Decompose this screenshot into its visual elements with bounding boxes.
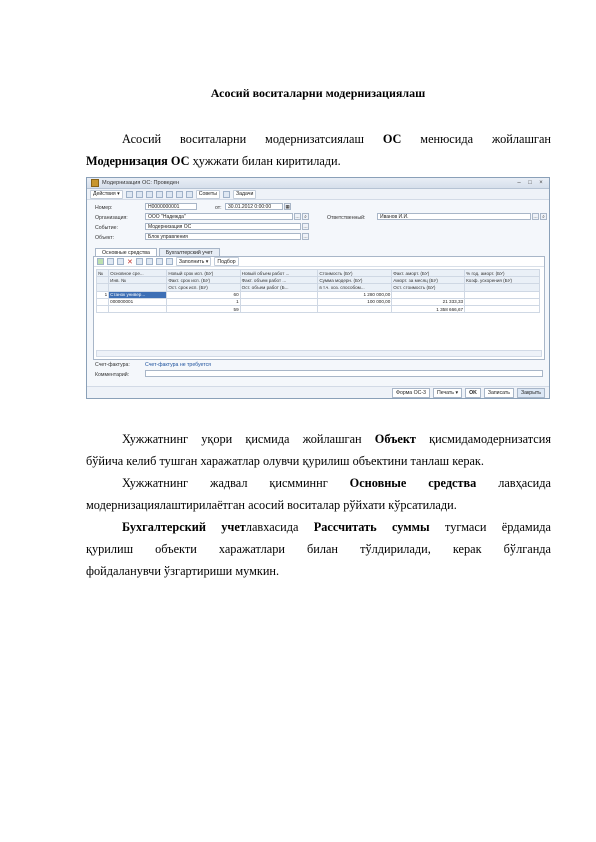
fill-label: Заполнить [178,258,205,265]
table-header-row [97,284,540,291]
copy-icon[interactable] [146,191,153,198]
select-icon[interactable]: … [533,214,538,219]
add-icon[interactable] [97,258,104,265]
header-cell[interactable]: Ост. объем работ (Б... [240,284,318,291]
toolbar [87,189,549,200]
report-icon[interactable] [176,191,183,198]
date-label: от: [215,205,222,211]
tasks-button[interactable] [233,190,256,199]
search-icon[interactable]: ⌕ [302,213,309,220]
paragraph-1 [86,128,551,150]
cell[interactable]: 21 333,33 [392,298,465,305]
paragraph-1-line2 [86,150,551,172]
text: тугмаси ёрдамида [429,520,551,534]
sort-desc-icon[interactable] [166,258,173,265]
header-cell[interactable] [97,277,109,284]
table-row[interactable] [97,291,540,298]
advices-button[interactable] [196,190,220,199]
text: Хужжатнинг жадвал қисмминнг [122,476,350,490]
delete-icon[interactable]: ✕ [127,258,133,266]
cell[interactable] [240,305,318,312]
cell[interactable] [465,291,540,298]
horizontal-scrollbar[interactable] [96,350,542,357]
paragraph-4-line2: қурилиш объекти харажатлари билан тўлдирилади, керак бўлганда [86,542,551,556]
cell[interactable]: 1 [167,298,240,305]
cell[interactable]: 1 [97,291,109,298]
paragraph-3 [86,472,551,494]
header-cell[interactable]: % год. аморт. (БУ) [465,270,540,277]
window-footer [87,386,549,398]
header-cell[interactable]: Ост. стоимость (БУ) [392,284,465,291]
cell[interactable]: 000000001 [109,298,167,305]
cell[interactable] [97,298,109,305]
print-button[interactable]: Печать ▾ [433,388,462,398]
cell[interactable]: 1 358 666,67 [392,305,465,312]
header-cell[interactable]: Ост. срок исп. (БУ) [167,284,240,291]
header-cell[interactable]: № [97,270,109,277]
object-field[interactable]: Блок управления [145,233,301,240]
cell[interactable]: 60 [167,291,240,298]
document-icon [91,179,99,187]
cell[interactable]: 59 [167,305,240,312]
tasks-label: Задачи [235,191,254,197]
pick-label: Подбор [217,258,236,265]
copy-row-icon[interactable] [107,258,114,265]
assets-table [96,269,540,313]
bold-text: Основные средства [349,476,477,490]
header-cell[interactable]: Новый срок исп. (БУ) [167,270,240,277]
text: ҳужжати билан киритилади. [189,154,341,168]
maximize-icon[interactable]: □ [528,179,532,186]
comment-label: Комментарий: [95,372,130,378]
help-icon[interactable] [186,191,193,198]
table-header-row [97,277,540,284]
tab-accounting[interactable]: Бухгалтерский учет [159,248,220,257]
cell[interactable] [240,298,318,305]
window-title: Модернизация ОС: Проведен [102,180,180,186]
header-cell[interactable]: Основное сре... [109,270,167,277]
paragraph-2 [86,428,551,450]
header-cell[interactable]: Факт. срок исп. (БУ) [167,277,240,284]
pick-button[interactable] [214,257,238,266]
modernization-window [86,177,550,399]
date-field[interactable]: 30.01.2012 0:00:00 [225,203,283,210]
save-icon[interactable] [136,191,143,198]
search-icon[interactable]: ⌕ [540,213,547,220]
close-button[interactable]: Закрыть [517,388,545,398]
calendar-icon[interactable]: ▦ [285,204,290,209]
save-button[interactable]: Записать [484,388,514,398]
invoice-label: Счет-фактура: [95,362,130,368]
paragraph-4 [86,516,551,538]
object-label: Объект: [95,235,115,241]
bold-text: Модернизация ОС [86,154,190,168]
event-field[interactable]: Модернизация ОС [145,223,301,230]
header-cell[interactable]: Сумма модерн. (БУ) [318,277,392,284]
resp-label: Ответственный: [327,215,366,221]
invoice-link[interactable]: Счет-фактура не требуется [145,362,211,368]
move-up-icon[interactable] [136,258,143,265]
text: менюсида жойлашган [401,132,551,146]
fill-button[interactable]: Заполнить ▾ [176,257,212,266]
paragraph-2-line2: бўйича келиб тушган харажатлар олувчи қурилиш объектини танлаш керак. [86,454,484,468]
header-cell[interactable]: Аморт. за месяц (БУ) [392,277,465,284]
tab-fixed-assets[interactable]: Основные средства [95,248,157,257]
minimize-icon[interactable]: – [517,179,521,186]
actions-label: Действия [93,191,116,197]
structure-icon[interactable] [166,191,173,198]
header-cell[interactable] [465,284,540,291]
select-icon[interactable]: … [303,224,308,229]
page-title: Асосий воситаларни модернизациялаш [210,86,426,100]
select-icon[interactable]: … [295,214,300,219]
org-field[interactable]: ООО "Надежда" [145,213,293,220]
text: Асосий воситаларни модернизатсиялаш [122,132,383,146]
event-label: Событие: [95,225,118,231]
cell[interactable] [465,298,540,305]
paragraph-4-line3: фойдаланувчи ўзгартириши мумкин. [86,564,280,578]
org-label: Организация: [95,215,128,221]
header-cell[interactable] [109,284,167,291]
advices-label: Советы [198,191,217,197]
edit-icon[interactable] [117,258,124,265]
header-cell[interactable]: Новый объем работ ... [240,270,318,277]
header-cell[interactable]: в т.ч. хоз. способом... [318,284,392,291]
cell[interactable]: Станок универ... [109,291,167,298]
cell[interactable] [465,305,540,312]
bold-text: Объект [374,432,416,446]
move-down-icon[interactable] [146,258,153,265]
table-row[interactable] [97,298,540,305]
header-cell[interactable]: Факт. аморт. (БУ) [392,270,465,277]
cell[interactable] [318,305,392,312]
bold-text: Рассчитать суммы [313,520,430,534]
cell[interactable]: 100 000,00 [318,298,392,305]
actions-menu[interactable]: Действия ▾ [90,190,123,199]
cell[interactable] [97,305,109,312]
select-icon[interactable]: … [303,234,308,239]
header-cell[interactable]: Инв. № [109,277,167,284]
text: Хужжатнинг уқори қисмида жойлашган [122,432,375,446]
cell[interactable] [109,305,167,312]
print-label: Печать [437,389,455,396]
header-cell[interactable] [97,284,109,291]
close-icon[interactable]: × [539,179,543,186]
bold-text: ОС [382,132,402,146]
header-cell[interactable]: Стоимость (БУ) [318,270,392,277]
table-header-row [97,270,540,277]
bold-text: Бухгалтерский учет [122,520,246,534]
paragraph-3-line2: модернизациялаштирилаётган асосий воситалар рўйхати кўрсатилади. [86,498,457,512]
table-row[interactable] [97,305,540,312]
sort-asc-icon[interactable] [156,258,163,265]
header-cell[interactable]: Коэф. ускорения (БУ) [465,277,540,284]
header-cell[interactable]: Факт. объем работ ... [240,277,318,284]
cell[interactable]: 1 280 000,00 [318,291,392,298]
window-titlebar [87,178,549,189]
resp-field[interactable]: Иванов И.И. [377,213,531,220]
post-icon[interactable] [126,191,133,198]
table-toolbar [94,257,544,267]
ok-button[interactable]: OK [465,388,481,398]
comment-field[interactable] [145,370,543,377]
cell[interactable] [392,291,465,298]
form-os3-button[interactable]: Форма ОС-3 [392,388,430,398]
tab-panel [93,256,545,360]
refresh-icon[interactable] [156,191,163,198]
text: лавхасида [245,520,314,534]
info-icon[interactable] [223,191,230,198]
text: қисмидамодернизатсия [415,432,551,446]
cell[interactable] [240,291,318,298]
number-label: Номер: [95,205,113,211]
number-field[interactable]: Н0000000001 [145,203,197,210]
text: лавҳасида [476,476,551,490]
